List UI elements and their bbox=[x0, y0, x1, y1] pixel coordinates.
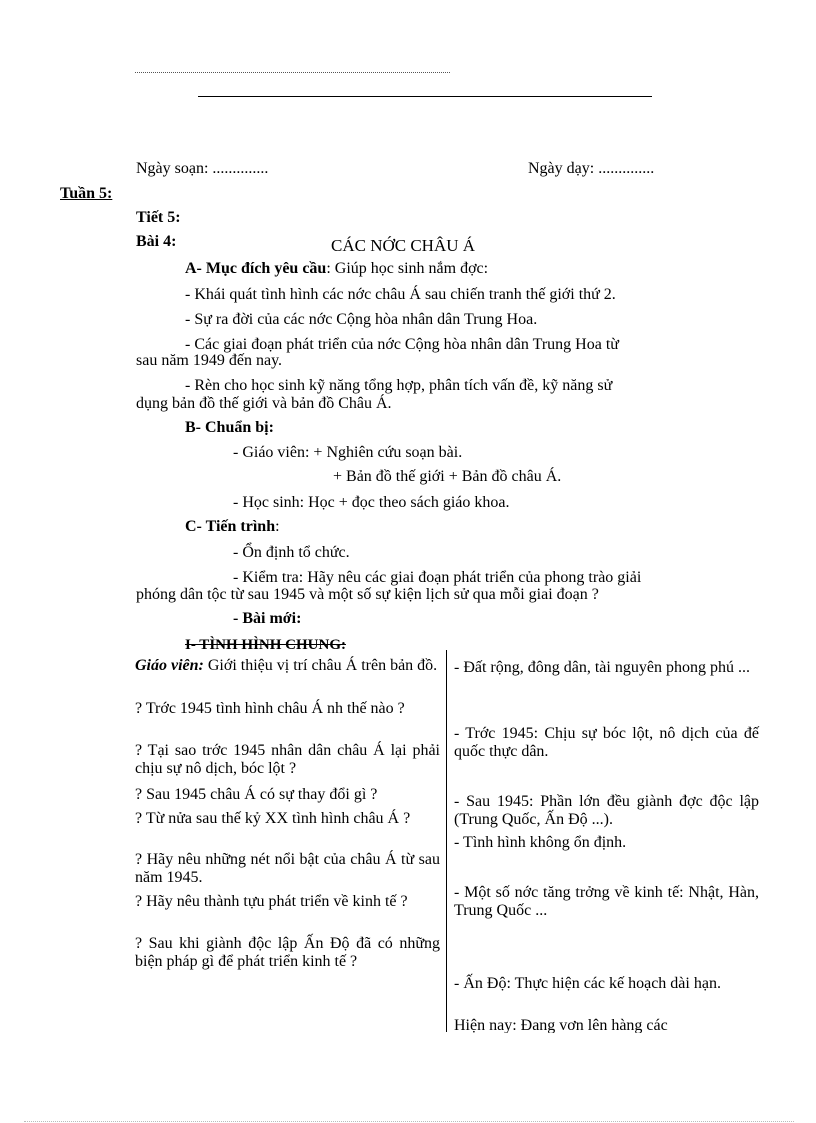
bai-label: Bài 4: bbox=[136, 233, 177, 250]
section-b-heading: B- Chuẩn bị: bbox=[185, 419, 274, 436]
column-divider bbox=[446, 650, 447, 1032]
section-a-item-4-cont: dụng bản đồ thế giới và bản đồ Châu Á. bbox=[136, 395, 392, 412]
ngay-soan: Ngày soạn: .............. bbox=[136, 160, 269, 177]
tuan-label: Tuần 5: bbox=[60, 185, 113, 202]
left-question-7: ? Sau khi giành độc lập Ấn Độ đã có những biện pháp gì để phát triển kinh tế ? bbox=[135, 935, 440, 970]
section-a-item-4: - Rèn cho học sinh kỹ năng tổng hợp, phân tích vấn đề, kỹ năng sử bbox=[185, 377, 613, 394]
right-answer-4: - Tình hình không ổn định. bbox=[454, 834, 627, 851]
section-c-colon: : bbox=[275, 518, 280, 535]
section-a-heading: A- Mục đích yêu cầu bbox=[185, 260, 327, 277]
gv-label: Giáo viên: bbox=[135, 657, 204, 674]
left-question-1: ? Trớc 1945 tình hình châu Á nh thế nào ? bbox=[135, 700, 405, 717]
right-answer-5: - Một số nớc tăng trởng về kinh tế: Nhật, Hàn, Trung Quốc ... bbox=[454, 884, 759, 919]
header-solid-rule bbox=[198, 96, 652, 97]
section-b-item-3: - Học sinh: Học + đọc theo sách giáo khoa. bbox=[233, 494, 510, 511]
section-c-item-2: - Kiểm tra: Hãy nêu các giai đoạn phát triển của phong trào giải bbox=[233, 569, 642, 586]
ngay-day: Ngày dạy: .............. bbox=[528, 160, 655, 177]
section-b-item-2: + Bản đồ thế giới + Bản đồ châu Á. bbox=[333, 468, 562, 485]
right-answer-2: - Trớc 1945: Chịu sự bóc lột, nô dịch của đế quốc thực dân. bbox=[454, 725, 759, 760]
right-answer-3: - Sau 1945: Phần lớn đều giành đợc độc lập (Trung Quốc, Ấn Độ ...). bbox=[454, 793, 759, 828]
section-a-line bbox=[185, 260, 488, 278]
section-a-item-2: - Sự ra đời của các nớc Cộng hòa nhân dân Trung Hoa. bbox=[185, 311, 538, 328]
section-b-item-1: - Giáo viên: + Nghiên cứu soạn bài. bbox=[233, 444, 463, 461]
bai-moi-label: - Bài mới: bbox=[233, 610, 302, 627]
left-question-6: ? Hãy nêu thành tựu phát triển về kinh tế ? bbox=[135, 893, 408, 910]
footer-dotted-rule bbox=[24, 1121, 794, 1122]
page-title: CÁC NỚC CHÂU Á bbox=[331, 236, 476, 255]
section-c-line bbox=[185, 518, 280, 536]
left-gv-intro bbox=[135, 657, 440, 675]
gv-text: Giới thiệu vị trí châu Á trên bản đồ. bbox=[203, 657, 438, 674]
header-dotted-rule bbox=[135, 72, 450, 73]
left-question-5: ? Hãy nêu những nét nổi bật của châu Á từ sau năm 1945. bbox=[135, 851, 440, 886]
right-answer-1: - Đất rộng, đông dân, tài nguyên phong phú ... bbox=[454, 659, 750, 676]
tiet-label: Tiết 5: bbox=[136, 209, 181, 226]
part-1-heading: I- TÌNH HÌNH CHUNG: bbox=[185, 637, 346, 653]
section-c-item-1: - Ổn định tổ chức. bbox=[233, 544, 350, 561]
left-question-3: ? Sau 1945 châu Á có sự thay đổi gì ? bbox=[135, 786, 378, 803]
right-answer-7: Hiện nay: Đang vơn lên hàng các bbox=[454, 1017, 668, 1033]
section-c-item-2-cont: phóng dân tộc từ sau 1945 và một số sự kiện lịch sử qua mỗi giai đoạn ? bbox=[136, 586, 599, 603]
section-a-intro: : Giúp học sinh nắm đợc: bbox=[326, 260, 489, 277]
section-a-item-1: - Khái quát tình hình các nớc châu Á sau chiến tranh thế giới thứ 2. bbox=[185, 286, 616, 303]
right-answer-6: - Ấn Độ: Thực hiện các kế hoạch dài hạn. bbox=[454, 975, 721, 992]
section-c-heading: C- Tiến trình bbox=[185, 518, 276, 535]
section-a-item-3-cont: sau năm 1949 đến nay. bbox=[136, 352, 283, 369]
section-a-item-3: - Các giai đoạn phát triển của nớc Cộng hòa nhân dân Trung Hoa từ bbox=[185, 336, 619, 353]
left-question-2: ? Tại sao trớc 1945 nhân dân châu Á lại phải chịu sự nô dịch, bóc lột ? bbox=[135, 742, 440, 777]
left-question-4: ? Từ nửa sau thế kỷ XX tình hình châu Á ? bbox=[135, 810, 411, 827]
